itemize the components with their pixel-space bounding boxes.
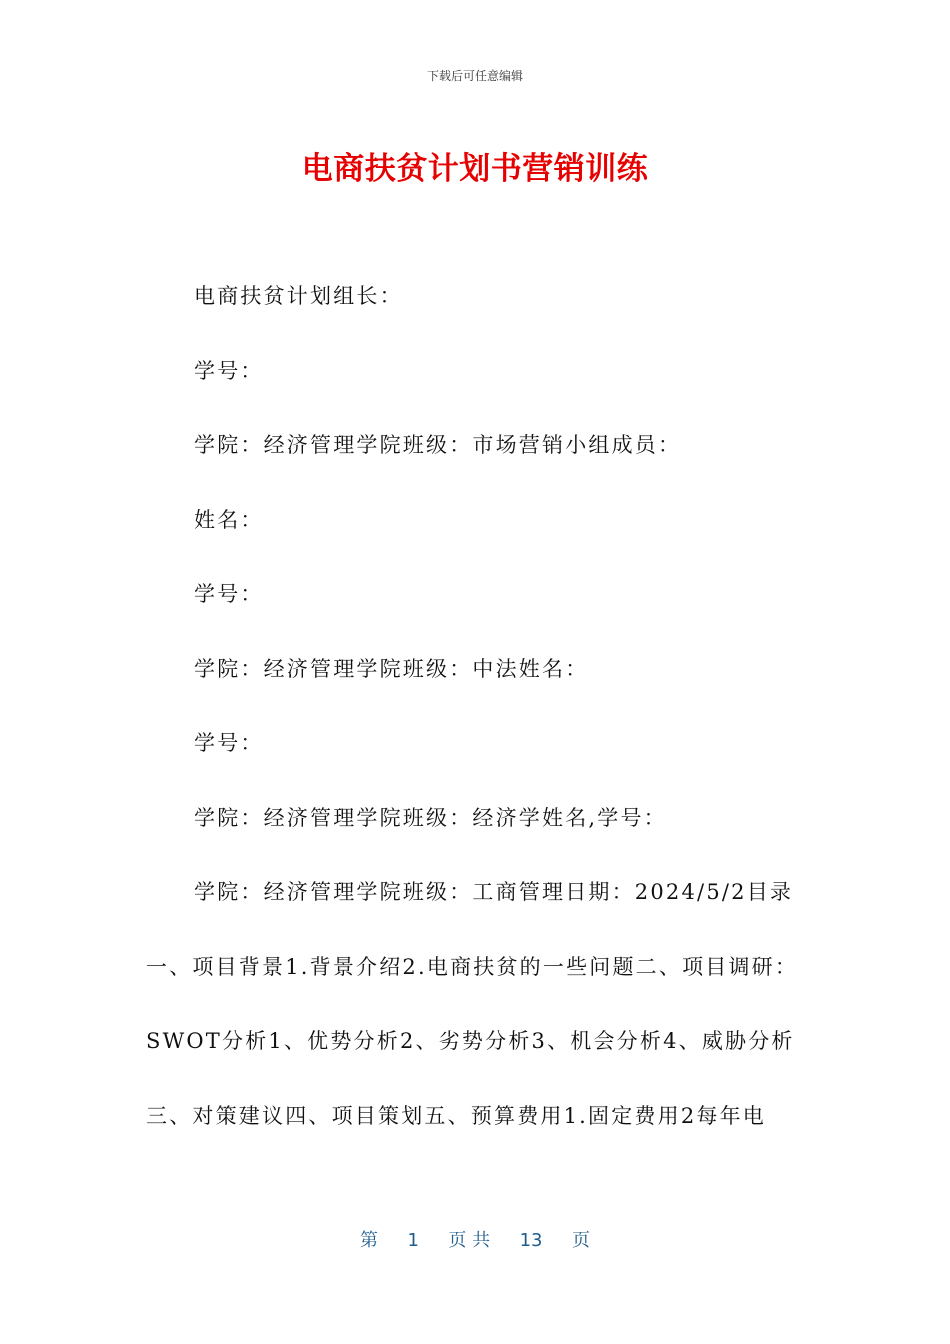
paragraph-line: 学院：经济管理学院班级：工商管理日期：2024/5/2目录 — [194, 880, 794, 904]
paragraph-line: 姓名： — [194, 507, 264, 532]
total-pages-number: 13 — [519, 1230, 543, 1251]
current-page-number: 1 — [407, 1230, 419, 1251]
paragraph-line: 学院：经济管理学院班级：中法姓名： — [194, 656, 589, 681]
paragraph-line: SWOT分析1、优势分析2、劣势分析3、机会分析4、威胁分析 — [146, 1029, 795, 1053]
paragraph-line: 一、项目背景1.背景介绍2.电商扶贫的一些问题二、项目调研： — [146, 954, 799, 979]
header-note: 下载后可任意编辑 — [426, 69, 523, 83]
paragraph-line: 电商扶贫计划组长： — [194, 284, 403, 308]
paragraph-line: 学号： — [194, 582, 264, 606]
paragraph-line: 学院：经济管理学院班级：经济学姓名,学号： — [194, 805, 667, 830]
paragraph-line: 学号： — [194, 358, 264, 383]
paragraph-line: 学院：经济管理学院班级：市场营销小组成员： — [194, 433, 682, 457]
footer-suffix: 页 — [571, 1230, 590, 1251]
document-body — [146, 278, 806, 1172]
page-footer — [0, 1226, 950, 1252]
document-title: 电商扶贫计划书营销训练 — [301, 151, 649, 187]
footer-middle: 页 共 — [448, 1230, 491, 1251]
footer-prefix: 第 — [360, 1230, 379, 1251]
paragraph-line: 三、对策建议四、项目策划五、预算费用1.固定费用2每年电 — [146, 1103, 766, 1128]
paragraph-line: 学号： — [194, 731, 264, 755]
